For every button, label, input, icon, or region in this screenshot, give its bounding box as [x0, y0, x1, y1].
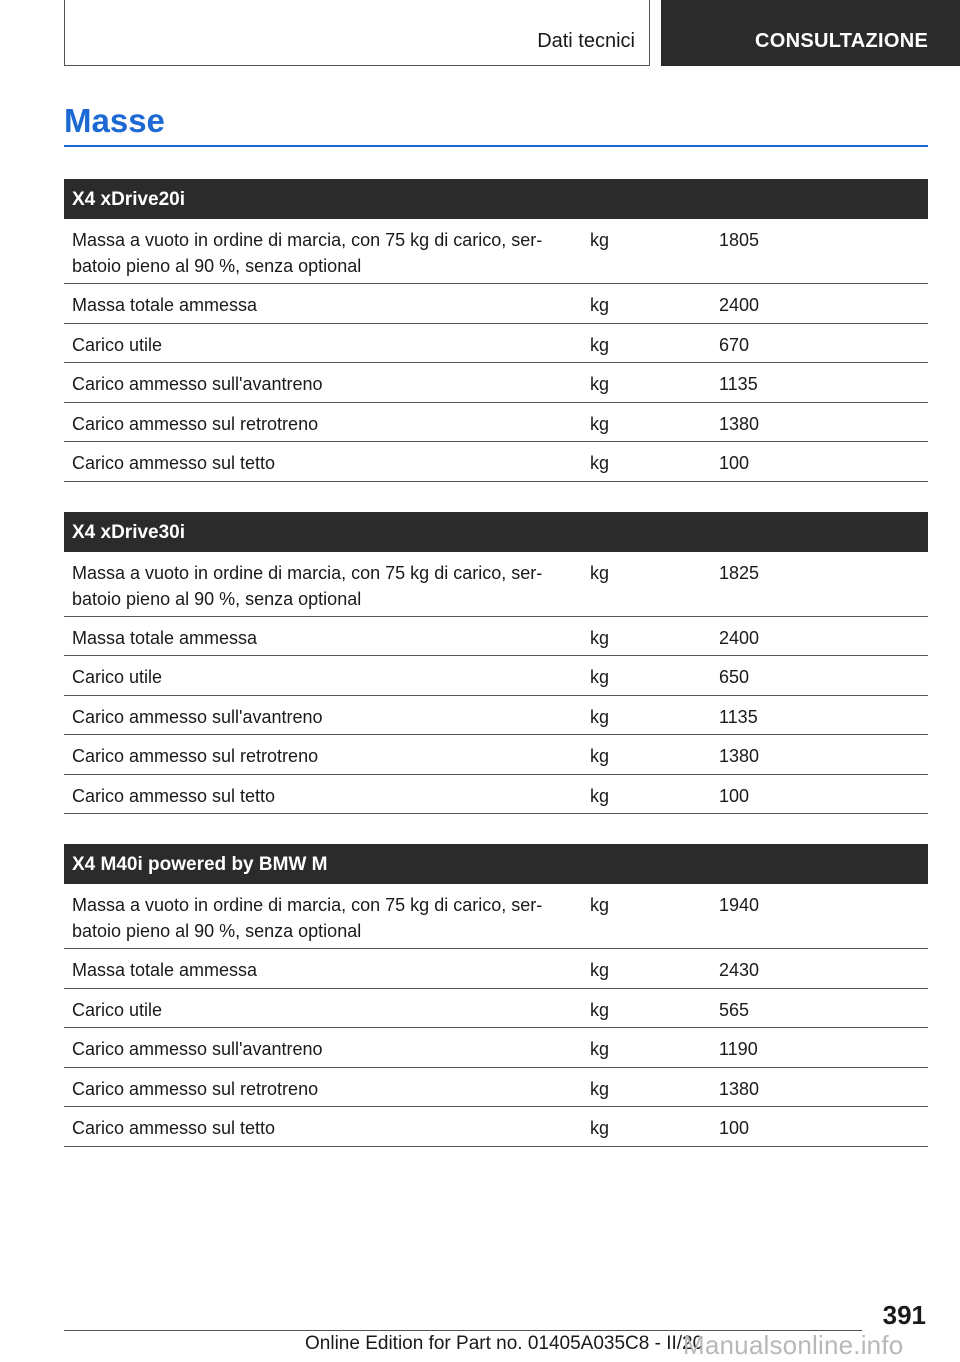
row-unit: kg: [590, 667, 610, 687]
table-row: [64, 696, 928, 736]
row-value: 1805: [719, 230, 760, 250]
row-value: 1135: [719, 706, 758, 727]
row-unit: kg: [590, 334, 610, 355]
row-value: 100: [719, 785, 750, 806]
row-value: 1940: [719, 895, 760, 915]
row-label: Carico ammesso sul tetto: [72, 453, 276, 473]
row-value: 1380: [719, 413, 760, 434]
row-label: Carico utile: [72, 334, 163, 355]
row-value: 2400: [719, 627, 760, 648]
table-heading: X4 xDrive30i: [64, 512, 928, 552]
row-unit: kg: [590, 295, 610, 315]
table-row: [64, 403, 928, 443]
table-row: [64, 284, 928, 324]
table-row: [64, 219, 928, 284]
row-value: 2400: [719, 295, 760, 315]
page-number: 391: [882, 1300, 926, 1330]
row-label: Carico ammesso sul retrotreno: [72, 1078, 319, 1099]
table-row: [64, 1028, 928, 1068]
row-label: Carico ammesso sull'avantreno: [72, 374, 323, 394]
row-unit: kg: [590, 453, 610, 473]
row-label: Carico ammesso sul retrotreno: [72, 413, 319, 434]
row-value: 1380: [719, 746, 760, 766]
row-value: 1135: [719, 374, 758, 394]
row-unit: kg: [590, 895, 610, 915]
row-label: Massa a vuoto in ordine di marcia, con 75 kg di carico, ser-batoio pieno al 90 %, senza optional: [72, 895, 543, 941]
table-row: [64, 1068, 928, 1108]
table-row: [64, 324, 928, 364]
table-row: [64, 989, 928, 1029]
row-unit: kg: [590, 785, 610, 806]
row-label: Carico ammesso sul retrotreno: [72, 746, 319, 766]
header-chapter-box: [661, 0, 960, 66]
row-value: 565: [719, 999, 750, 1020]
row-unit: kg: [590, 960, 610, 980]
row-unit: kg: [590, 413, 610, 434]
row-label: Carico ammesso sull'avantreno: [72, 1039, 323, 1059]
table-heading: X4 xDrive20i: [64, 179, 928, 219]
page-title: Masse: [64, 102, 165, 139]
spec-table: [64, 179, 928, 482]
row-unit: kg: [590, 1039, 610, 1059]
spec-table: [64, 844, 928, 1147]
row-label: Massa a vuoto in ordine di marcia, con 75 kg di carico, ser-batoio pieno al 90 %, senza optional: [72, 562, 543, 609]
row-label: Carico ammesso sull'avantreno: [72, 706, 323, 727]
row-value: 100: [719, 1118, 750, 1138]
row-label: Massa totale ammessa: [72, 627, 258, 648]
footer-edition: Online Edition for Part no. 01405A035C8 - II/20: [305, 1333, 704, 1354]
row-label: Massa totale ammessa: [72, 295, 258, 315]
row-label: Carico ammesso sul tetto: [72, 1118, 276, 1138]
spec-table: [64, 512, 928, 815]
row-unit: kg: [590, 1118, 610, 1138]
table-row: [64, 363, 928, 403]
table-heading: X4 M40i powered by BMW M: [64, 844, 928, 884]
row-value: 1825: [719, 562, 760, 583]
header-section-title: Dati tecnici: [537, 30, 635, 52]
row-value: 1190: [719, 1039, 758, 1059]
table-row: [64, 656, 928, 696]
table-row: [64, 617, 928, 657]
table-row: [64, 1107, 928, 1147]
row-unit: kg: [590, 1078, 610, 1099]
row-label: Carico ammesso sul tetto: [72, 785, 276, 806]
row-label: Carico utile: [72, 667, 163, 687]
table-row: [64, 949, 928, 989]
row-value: 100: [719, 453, 750, 473]
row-value: 650: [719, 667, 750, 687]
table-row: [64, 552, 928, 617]
row-label: Carico utile: [72, 999, 163, 1020]
table-row: [64, 775, 928, 815]
row-unit: kg: [590, 374, 610, 394]
table-row: [64, 442, 928, 482]
row-unit: kg: [590, 562, 610, 583]
row-value: 2430: [719, 960, 760, 980]
row-unit: kg: [590, 706, 610, 727]
title-divider: [64, 145, 928, 147]
row-unit: kg: [590, 627, 610, 648]
row-value: 670: [719, 334, 750, 355]
row-unit: kg: [590, 230, 610, 250]
table-row: [64, 735, 928, 775]
row-unit: kg: [590, 999, 610, 1020]
header-chapter-title: CONSULTAZIONE: [755, 30, 929, 52]
table-row: [64, 884, 928, 949]
spec-tables: [64, 179, 928, 1177]
row-value: 1380: [719, 1078, 760, 1099]
row-label: Massa a vuoto in ordine di marcia, con 75 kg di carico, ser-batoio pieno al 90 %, senza optional: [72, 230, 543, 276]
row-label: Massa totale ammessa: [72, 960, 258, 980]
watermark: Manualsonline.info: [683, 1330, 904, 1360]
header-section-box: [64, 0, 650, 66]
row-unit: kg: [590, 746, 610, 766]
